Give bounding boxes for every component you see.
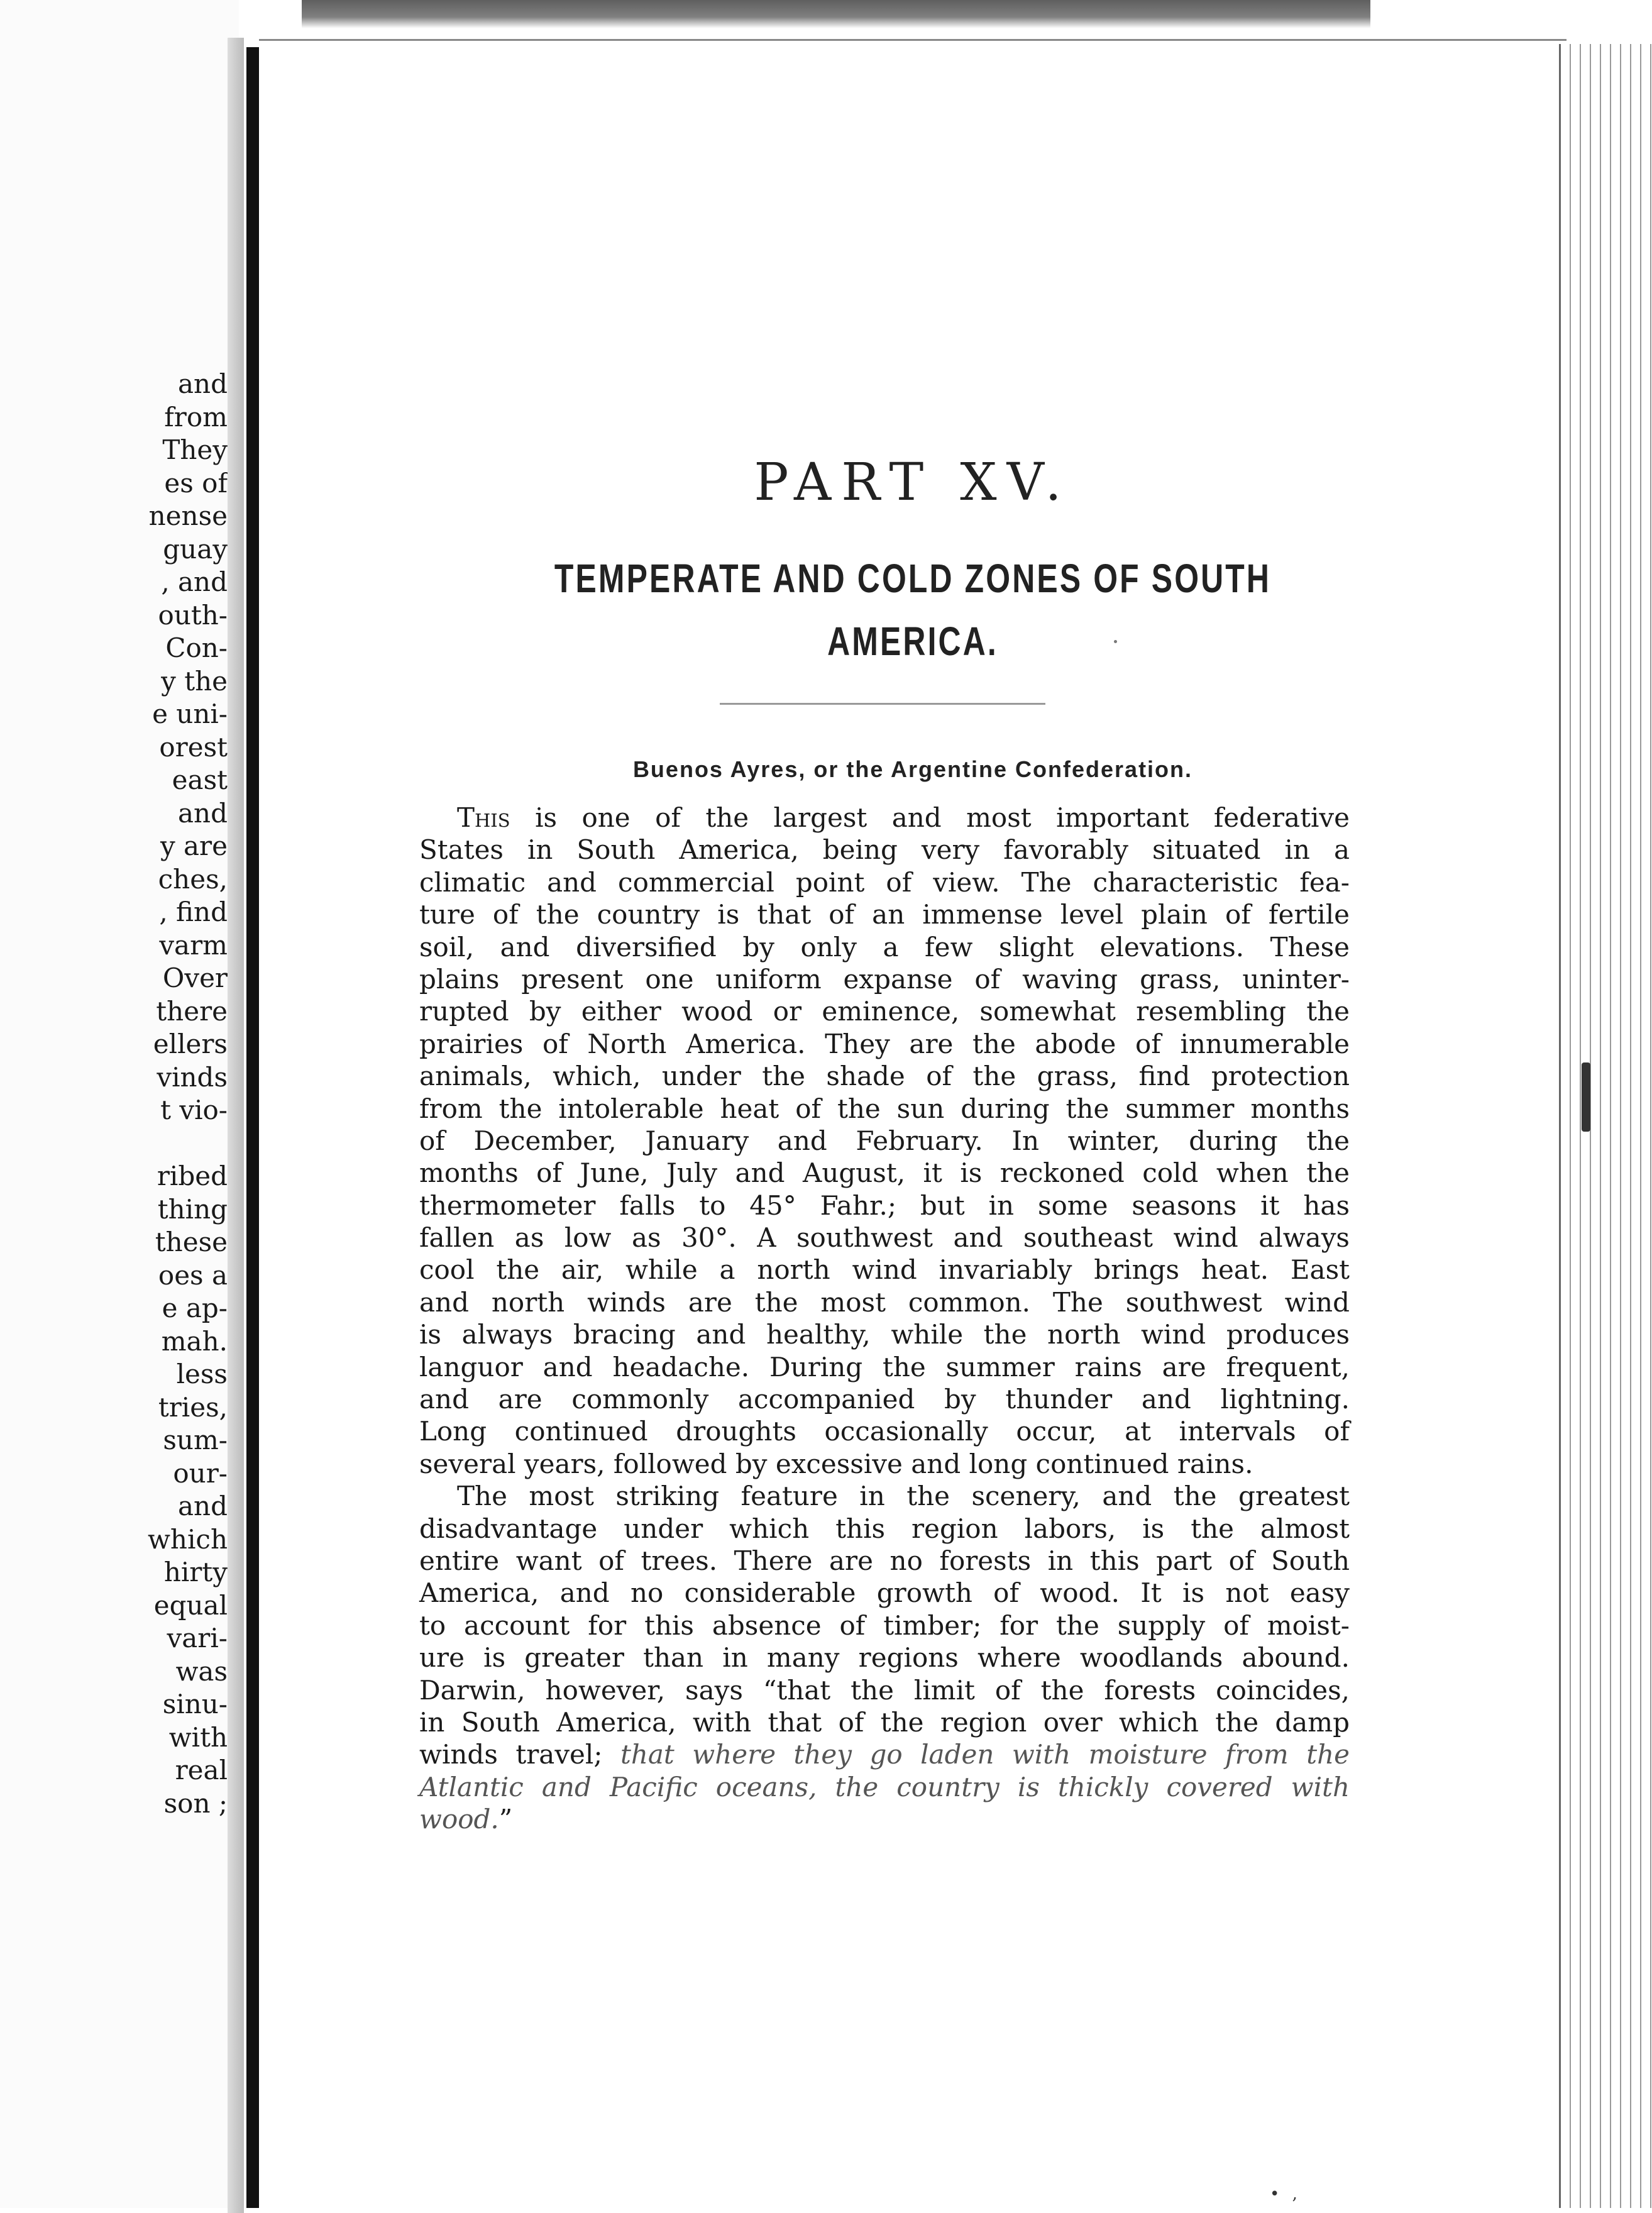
fragment-line: e uni-: [152, 698, 228, 729]
fragment-line: thing: [157, 1193, 228, 1225]
fragment-line: equal: [153, 1589, 228, 1621]
line-rest: is one of the largest and most important federative: [510, 802, 1350, 833]
fragment-line: less: [176, 1359, 228, 1389]
text-line: America, and no considerable growth of wood. It is not easy: [419, 1577, 1350, 1609]
text-line: disadvantage under which this region labors, is the almost: [419, 1513, 1350, 1544]
text-line: several years, followed by excessive and long continued rains.: [419, 1448, 1253, 1479]
text-line: Long continued droughts occasionally occur, at intervals of: [419, 1416, 1350, 1447]
text-line: cool the air, while a north wind invariably brings heat. East: [419, 1254, 1350, 1286]
text-line: entire want of trees. There are no forests in this part of South: [419, 1545, 1350, 1576]
fragment-line: ches,: [158, 863, 228, 895]
fragment-line: ribed: [157, 1161, 228, 1191]
fragment-line: vinds: [157, 1061, 228, 1093]
fragment-line: son ;: [163, 1787, 228, 1819]
fragment-line: there: [156, 995, 228, 1027]
fragment-line: nense: [148, 500, 228, 531]
fragment-line: and: [178, 797, 228, 829]
text-line: [419, 1803, 1350, 1835]
text-line: [419, 1771, 1350, 1803]
text-line: States in South America, being very favorably situated in a: [419, 834, 1350, 866]
text-line: languor and headache. During the summer rains are frequent,: [419, 1351, 1350, 1382]
fragment-line: tries,: [158, 1391, 228, 1423]
print-speck: [1114, 640, 1117, 643]
fragment-line: outh-: [158, 599, 228, 631]
fragment-line: y the: [161, 665, 228, 697]
fragment-line: was: [175, 1655, 228, 1687]
fragment-line: varm: [159, 929, 228, 961]
line-italic: that where they go laden with moisture from the: [620, 1739, 1350, 1770]
text-line: thermometer falls to 45° Fahr.; but in some seasons it has: [419, 1189, 1350, 1221]
fragment-line: sum-: [163, 1425, 228, 1455]
text-line: soil, and diversified by only a few slight elevations. These: [419, 931, 1350, 963]
fragment-line: Con-: [165, 632, 228, 663]
text-line: climatic and commercial point of view. The characteristic fea-: [419, 866, 1350, 898]
fragment-line: Over: [162, 963, 228, 993]
text-line: in South America, with that of the region over which the damp: [419, 1706, 1350, 1738]
fragment-line: y are: [160, 831, 228, 861]
text-line: of December, January and February. In winter, during the: [419, 1125, 1350, 1156]
page-gutter-shadow: [228, 38, 244, 2213]
fragment-line: and: [178, 1491, 228, 1521]
fragment-line: which: [147, 1523, 228, 1555]
scan-top-shadow: [302, 0, 1370, 28]
drop-word: This: [457, 802, 510, 833]
fragment-line: e ap-: [162, 1293, 228, 1323]
fragment-line: real: [175, 1755, 228, 1785]
fragment-line: these: [155, 1227, 228, 1257]
fragment-line: vari-: [167, 1623, 228, 1653]
fragment-line: mah.: [161, 1325, 228, 1357]
fragment-line: ellers: [153, 1029, 228, 1059]
text-line: ure is greater than in many regions where woodlands abound.: [419, 1642, 1350, 1674]
page-edges: [1559, 44, 1652, 2208]
fragment-line: orest: [159, 731, 228, 763]
section-title: Buenos Ayres, or the Argentine Confederation.: [632, 756, 1193, 782]
text-line: months of June, July and August, it is reckoned cold when the: [419, 1157, 1350, 1189]
previous-page-text: [20, 368, 228, 1820]
chapter-title: [550, 547, 1275, 673]
fragment-line: and: [178, 368, 228, 399]
footer-marks: • ,: [1270, 2185, 1301, 2204]
body-text: [419, 802, 1350, 1836]
fragment-line: , find: [159, 897, 228, 927]
text-line: is always bracing and healthy, while the north wind produces: [419, 1319, 1350, 1350]
chapter-title-line-2: AMERICA.: [827, 619, 998, 664]
book-spine: [246, 47, 259, 2208]
text-line: rupted by either wood or eminence, somewhat resembling the: [419, 996, 1350, 1027]
line-plain: winds travel;: [419, 1739, 620, 1770]
text-line: prairies of North America. They are the abode of innumerable: [419, 1028, 1350, 1059]
fragment-line: They: [162, 434, 228, 465]
fragment-line: oes a: [158, 1259, 228, 1291]
page-clip: [1582, 1062, 1590, 1132]
text-line: plains present one uniform expanse of waving grass, uninter-: [419, 963, 1350, 995]
fragment-line: sinu-: [162, 1689, 228, 1719]
chapter-title-line-1: TEMPERATE AND COLD ZONES OF SOUTH: [554, 556, 1272, 601]
line-italic: Atlantic and Pacific oceans, the country is thickly covered with: [419, 1771, 1350, 1802]
text-line: from the intolerable heat of the sun during the summer months: [419, 1093, 1350, 1124]
text-line: [419, 1738, 1350, 1770]
text-line: to account for this absence of timber; for the supply of moist-: [419, 1609, 1350, 1641]
fragment-line: es of: [164, 467, 228, 499]
section-divider: [720, 703, 1045, 705]
fragment-line: , and: [161, 566, 228, 597]
part-heading: PART XV.: [754, 453, 1072, 512]
fragment-line: with: [168, 1721, 228, 1753]
text-line: animals, which, under the shade of the grass, find protection: [419, 1061, 1350, 1092]
fragment-line: our-: [173, 1457, 228, 1489]
text-line: [419, 802, 1350, 834]
text-line: fallen as low as 30°. A southwest and southeast wind always: [419, 1222, 1350, 1254]
fragment-line: from: [164, 401, 228, 433]
fragment-line: hirty: [163, 1557, 228, 1587]
closing-quote: ”: [498, 1804, 513, 1835]
fragment-line: guay: [163, 533, 228, 565]
text-line: and north winds are the most common. The southwest wind: [419, 1286, 1350, 1318]
fragment-line: [20, 1127, 228, 1161]
previous-page: [0, 0, 239, 2208]
text-line: Darwin, however, says “that the limit of the forests coincides,: [419, 1674, 1350, 1706]
fragment-line: east: [172, 764, 228, 795]
line-italic: wood.: [419, 1804, 499, 1835]
text-line: The most striking feature in the scenery, and the greatest: [457, 1481, 1350, 1512]
fragment-line: t vio-: [160, 1095, 228, 1125]
text-line: and are commonly accompanied by thunder and lightning.: [419, 1384, 1350, 1415]
text-line: ture of the country is that of an immense level plain of fertile: [419, 899, 1350, 930]
